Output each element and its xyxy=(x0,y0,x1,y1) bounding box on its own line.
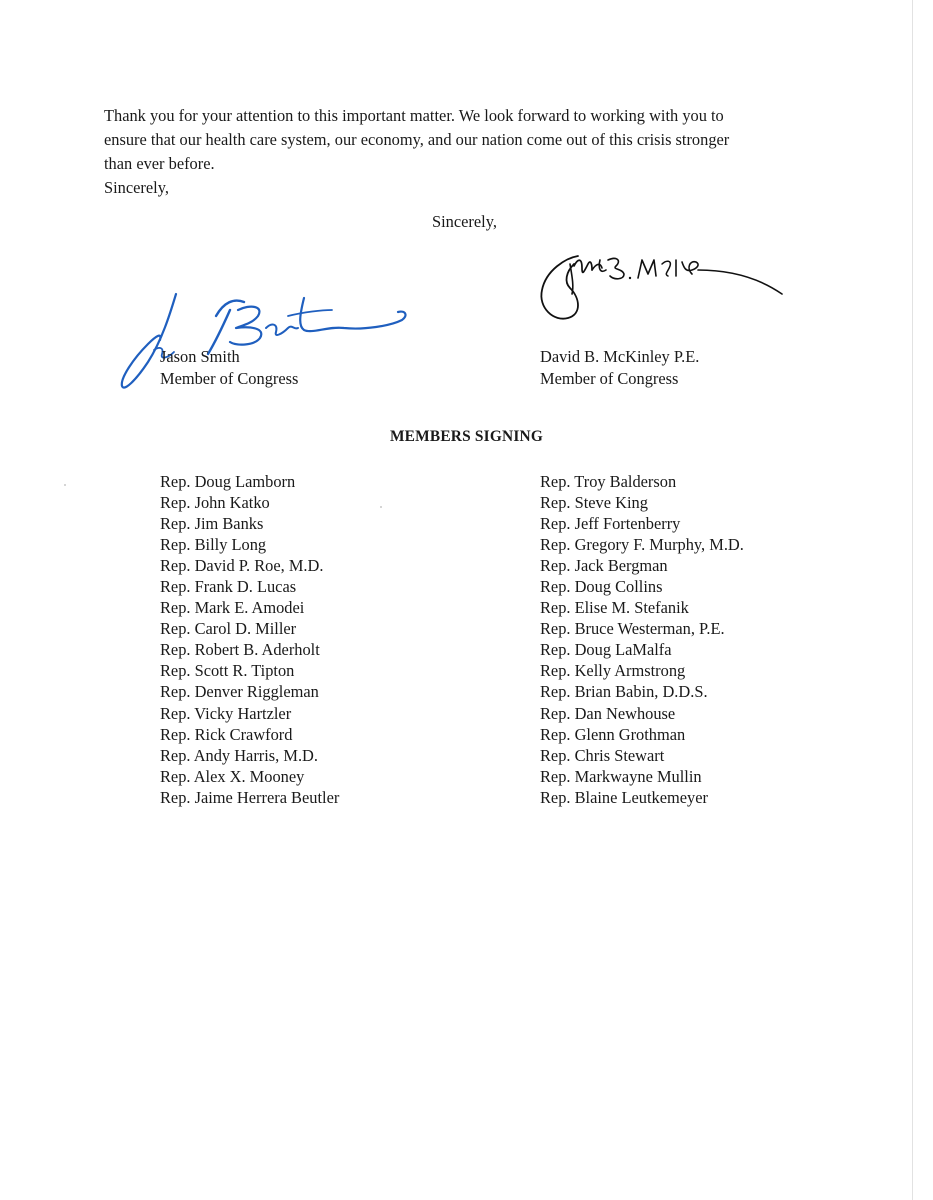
david-mckinley-signature-icon xyxy=(536,250,796,330)
member-name: Rep. Doug Collins xyxy=(540,577,663,597)
member-name: Rep. Robert B. Aderholt xyxy=(160,640,320,660)
member-name: Rep. Blaine Leutkemeyer xyxy=(540,787,708,807)
closing-line: ensure that our health care system, our economy, and our nation come out of this crisis stronger xyxy=(104,130,730,149)
member-name: Rep. Jack Bergman xyxy=(540,556,668,576)
member-name: Rep. Jeff Fortenberry xyxy=(540,514,681,534)
member-name: Rep. Dan Newhouse xyxy=(540,703,676,723)
member-name: Rep. Mark E. Amodei xyxy=(160,598,305,618)
member-name: Rep. John Katko xyxy=(160,493,270,513)
signer-title: Member of Congress xyxy=(540,369,679,388)
member-name: Rep. Elise M. Stefanik xyxy=(540,598,689,618)
member-name: Rep. Glenn Grothman xyxy=(540,724,686,744)
signer-name: Jason Smith xyxy=(160,347,240,366)
centered-salutation: Sincerely, xyxy=(432,212,497,231)
member-name: Rep. Andy Harris, M.D. xyxy=(160,745,318,765)
members-list-right xyxy=(540,471,744,808)
member-name: Rep. David P. Roe, M.D. xyxy=(160,556,324,576)
member-name: Rep. Chris Stewart xyxy=(540,745,665,765)
member-name: Rep. Bruce Westerman, P.E. xyxy=(540,619,725,639)
member-name: Rep. Vicky Hartzler xyxy=(160,703,292,723)
signer-block-right xyxy=(540,346,699,390)
closing-line: Thank you for your attention to this important matter. We look forward to working with you to xyxy=(104,106,724,125)
member-name: Rep. Steve King xyxy=(540,493,648,513)
member-name: Rep. Billy Long xyxy=(160,535,267,555)
member-name: Rep. Frank D. Lucas xyxy=(160,577,297,597)
member-name: Rep. Carol D. Miller xyxy=(160,619,297,639)
member-name: Rep. Jaime Herrera Beutler xyxy=(160,787,340,807)
member-name: Rep. Scott R. Tipton xyxy=(160,661,295,681)
member-name: Rep. Jim Banks xyxy=(160,514,264,534)
signer-block-left xyxy=(160,346,298,390)
member-name: Rep. Gregory F. Murphy, M.D. xyxy=(540,535,744,555)
member-name: Rep. Alex X. Mooney xyxy=(160,766,305,786)
scan-speck xyxy=(380,506,382,508)
page-edge-divider xyxy=(912,0,913,1200)
signer-name: David B. McKinley P.E. xyxy=(540,347,700,366)
member-name: Rep. Troy Balderson xyxy=(540,472,677,491)
member-name: Rep. Doug LaMalfa xyxy=(540,640,672,660)
members-list-left xyxy=(160,471,339,808)
member-name: Rep. Rick Crawford xyxy=(160,724,293,744)
scan-speck xyxy=(64,484,66,486)
member-name: Rep. Doug Lamborn xyxy=(160,472,296,491)
members-signing-heading: MEMBERS SIGNING xyxy=(389,428,544,445)
member-name: Rep. Kelly Armstrong xyxy=(540,661,686,681)
closing-salutation: Sincerely, xyxy=(104,178,169,197)
closing-paragraph xyxy=(104,104,824,200)
signer-title: Member of Congress xyxy=(160,369,299,388)
closing-line: than ever before. xyxy=(104,154,215,173)
member-name: Rep. Markwayne Mullin xyxy=(540,766,702,786)
member-name: Rep. Brian Babin, D.D.S. xyxy=(540,682,708,702)
member-name: Rep. Denver Riggleman xyxy=(160,682,319,702)
